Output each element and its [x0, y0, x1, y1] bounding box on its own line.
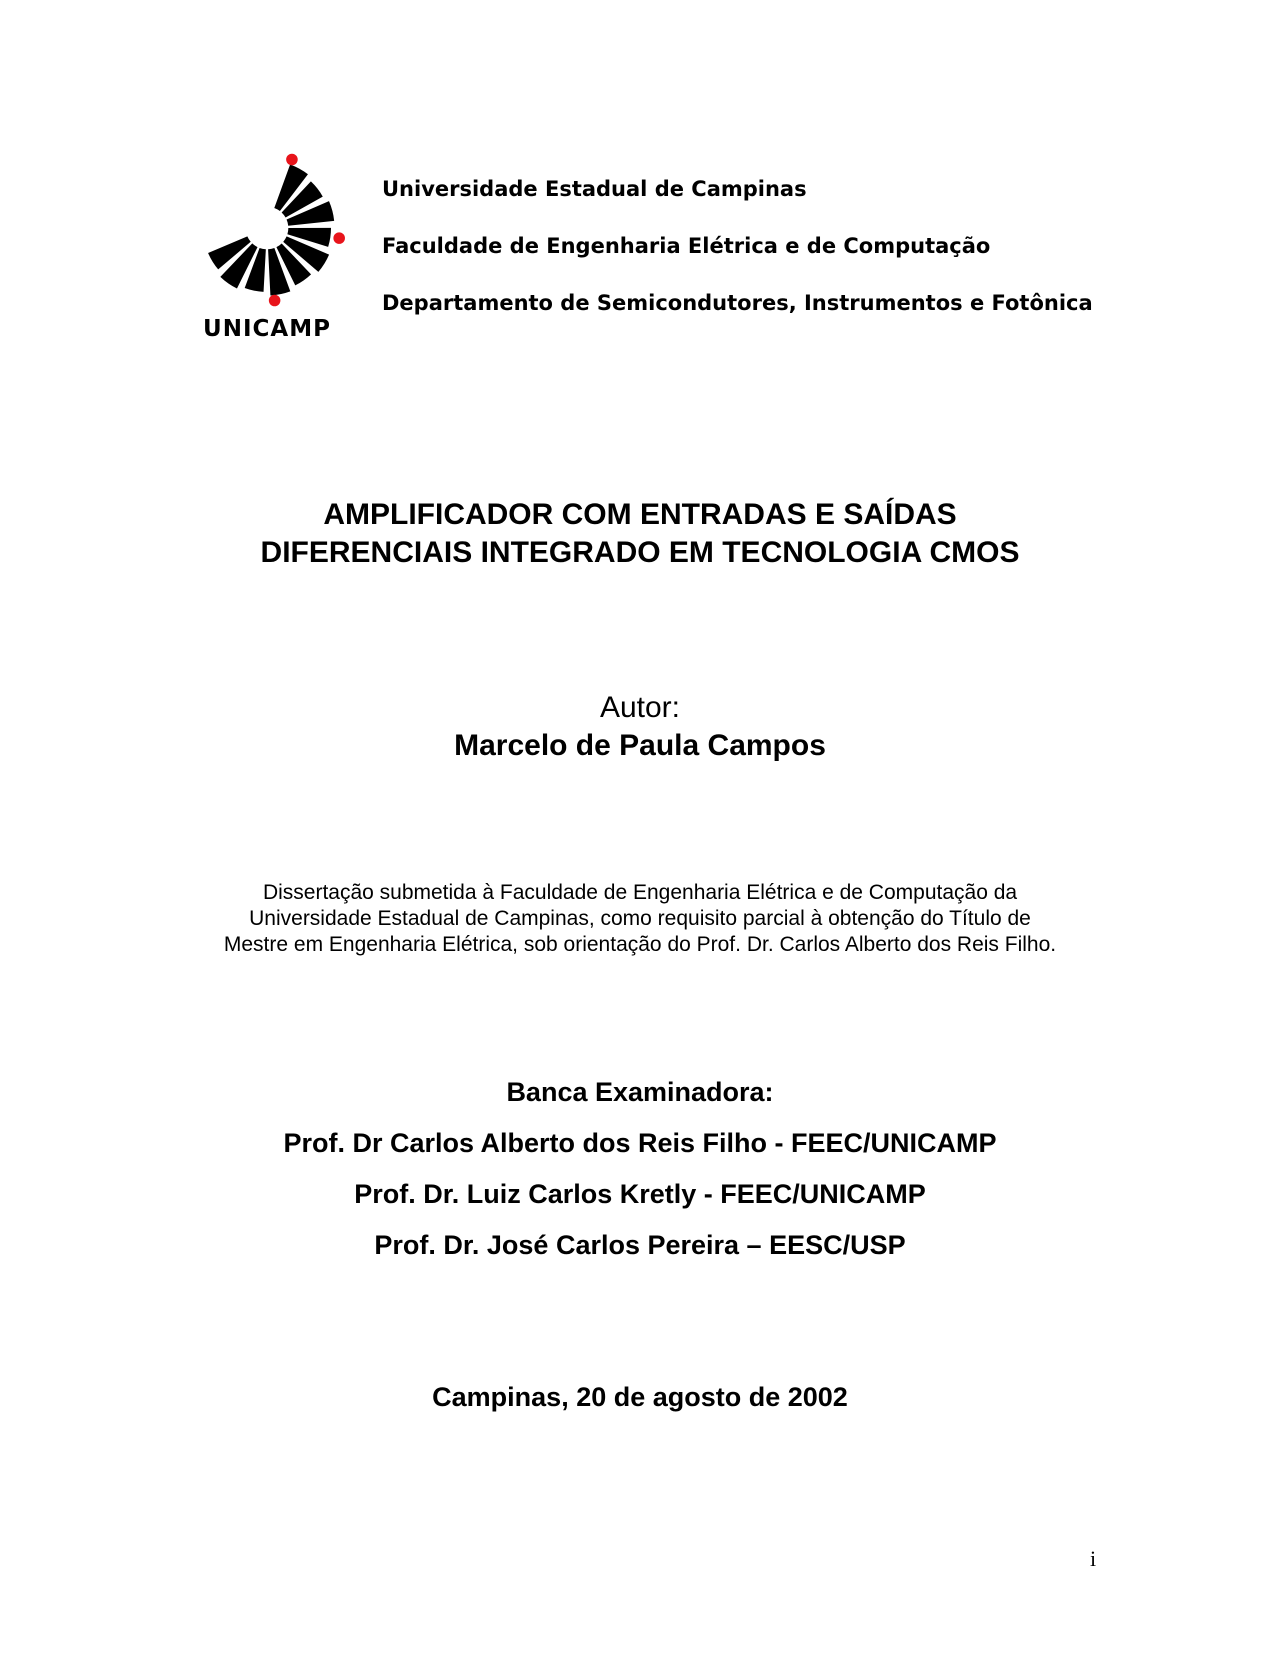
page-number: i [1090, 1546, 1097, 1571]
statement-line-3: Mestre em Engenharia Elétrica, sob orientação do Prof. Dr. Carlos Alberto dos Reis Filho. [223, 933, 1057, 956]
statement-line-1: Dissertação submetida à Faculdade de Engenharia Elétrica e de Computação da [262, 881, 1018, 904]
thesis-title-line-2: DIFERENCIAIS INTEGRADO EM TECNOLOGIA CMOS [260, 536, 1020, 569]
committee-member: Prof. Dr Carlos Alberto dos Reis Filho - FEEC/UNICAMP [283, 1128, 997, 1158]
logo-red-dot [269, 295, 281, 307]
dissertation-statement [0, 880, 1280, 958]
thesis-title-line-1: AMPLIFICADOR COM ENTRADAS E SAÍDAS [323, 498, 957, 531]
logo-red-dot [286, 154, 298, 166]
university-name: Universidade Estadual de Campinas [382, 177, 807, 201]
unicamp-logo-icon [182, 148, 352, 308]
thesis-title [0, 496, 1280, 572]
committee-heading: Banca Examinadora: [506, 1077, 774, 1107]
institution-header [382, 176, 1093, 347]
committee-member: Prof. Dr. José Carlos Pereira – EESC/USP [374, 1230, 906, 1260]
department-name: Departamento de Semicondutores, Instrumentos e Fotônica [382, 291, 1093, 315]
logo-red-dot [333, 232, 345, 244]
examining-committee [0, 1074, 1280, 1278]
logo-wordmark: UNICAMP [203, 316, 331, 342]
author-name: Marcelo de Paula Campos [454, 729, 826, 762]
place-and-date: Campinas, 20 de agosto de 2002 [432, 1382, 848, 1412]
faculty-name: Faculdade de Engenharia Elétrica e de Computação [382, 234, 991, 258]
committee-member: Prof. Dr. Luiz Carlos Kretly - FEEC/UNICAMP [354, 1179, 926, 1209]
unicamp-logo [182, 148, 362, 348]
statement-line-2: Universidade Estadual de Campinas, como requisito parcial à obtenção do Título de [249, 907, 1031, 930]
author-label: Autor: [599, 691, 681, 724]
